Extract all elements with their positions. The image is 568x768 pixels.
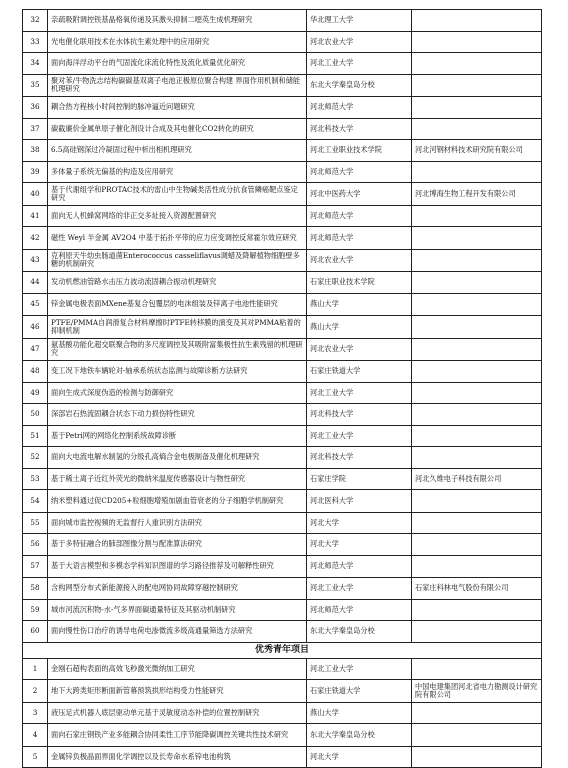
applicant-unit: 河北科技大学 — [307, 447, 412, 469]
applicant-unit: 东北大学秦皇岛分校 — [307, 74, 412, 97]
table-row — [23, 249, 542, 272]
applicant-unit: 河北大学 — [307, 534, 412, 556]
project-title: 发动机燃油管路水击压力波动流固耦合振动机理研究 — [48, 272, 307, 294]
table-row — [23, 361, 542, 383]
general-projects-rows — [23, 10, 542, 643]
applicant-unit: 河北大学 — [307, 746, 412, 768]
table-row — [23, 702, 542, 724]
table-row — [23, 680, 542, 703]
partner-unit: 河北久维电子科技有限公司 — [412, 468, 542, 490]
applicant-unit: 石家庄铁道大学 — [307, 680, 412, 703]
table-row — [23, 512, 542, 534]
project-title: 面向慢性伤口治疗的诱导电荷电渗微流多级高通量筛选方法研究 — [48, 621, 307, 643]
applicant-unit: 石家庄铁道大学 — [307, 361, 412, 383]
row-number: 33 — [23, 31, 48, 53]
applicant-unit: 河北科技大学 — [307, 404, 412, 426]
partner-unit — [412, 599, 542, 621]
project-title: 面向生成式深度伪造的检测与防御研究 — [48, 382, 307, 404]
table-row — [23, 183, 542, 206]
project-title: 光电催化联用技术在水体抗生素处理中的应用研究 — [48, 31, 307, 53]
project-title: 基于大语言模型和多模态学科知识图谱的学习路径推荐及可解释性研究 — [48, 555, 307, 578]
row-number: 58 — [23, 578, 48, 600]
table-row — [23, 382, 542, 404]
applicant-unit: 河北工业大学 — [307, 53, 412, 75]
project-title: 锌金属电极表面MXene基复合包覆层的电沫组装及锌离子电池性能研究 — [48, 293, 307, 316]
table-row — [23, 447, 542, 469]
row-number: 1 — [23, 658, 48, 680]
partner-unit — [412, 555, 542, 578]
table-row — [23, 53, 542, 75]
project-title: 碳截廉价金属单原子催化剂设计合成及其电催化CO2转化的研究 — [48, 118, 307, 140]
section-title: 优秀青年项目 — [23, 642, 542, 658]
partner-unit — [412, 161, 542, 183]
partner-unit — [412, 97, 542, 119]
row-number: 52 — [23, 447, 48, 469]
row-number: 40 — [23, 183, 48, 206]
row-number: 45 — [23, 293, 48, 316]
row-number: 35 — [23, 74, 48, 97]
applicant-unit: 河北师范大学 — [307, 205, 412, 227]
partner-unit — [412, 361, 542, 383]
project-title: 多体量子系统无偏基的构造及应用研究 — [48, 161, 307, 183]
project-title: 亲疏吸附调控铁基晶格氧传递及其激头抑制二噁英生成机理研究 — [48, 10, 307, 32]
table-row — [23, 599, 542, 621]
table-row — [23, 293, 542, 316]
youth-projects-rows — [23, 658, 542, 768]
applicant-unit: 华北理工大学 — [307, 10, 412, 32]
project-title: 面向无人机蜂窝网络的非正交多址接入资源配置研究 — [48, 205, 307, 227]
applicant-unit: 河北工业大学 — [307, 578, 412, 600]
row-number: 5 — [23, 746, 48, 768]
applicant-unit: 石家庄职业技术学院 — [307, 272, 412, 294]
row-number: 55 — [23, 512, 48, 534]
applicant-unit: 河北中医药大学 — [307, 183, 412, 206]
table-row — [23, 227, 542, 250]
row-number: 47 — [23, 338, 48, 361]
project-title: 变工况下地铁车辆轮对-轴承系统状态监测与故障诊断方法研究 — [48, 361, 307, 383]
applicant-unit: 河北医科大学 — [307, 490, 412, 513]
table-row — [23, 272, 542, 294]
project-title: 面向大电流电解水制氢的分级孔高熵合金电极制备及催化机理研究 — [48, 447, 307, 469]
partner-unit — [412, 702, 542, 724]
table-row — [23, 490, 542, 513]
row-number: 41 — [23, 205, 48, 227]
row-number: 39 — [23, 161, 48, 183]
applicant-unit: 河北师范大学 — [307, 227, 412, 250]
section-header-row — [23, 642, 542, 658]
applicant-unit: 东北大学秦皇岛分校 — [307, 621, 412, 643]
partner-unit — [412, 490, 542, 513]
row-number: 36 — [23, 97, 48, 119]
project-title: 基于多特征融合的肺部图像分割与配准算法研究 — [48, 534, 307, 556]
table-row — [23, 118, 542, 140]
applicant-unit: 河北工业大学 — [307, 382, 412, 404]
partner-unit — [412, 338, 542, 361]
table-row — [23, 316, 542, 339]
project-title: 金刚石超构表面的高效飞秒激光微纳加工研究 — [48, 658, 307, 680]
partner-unit — [412, 205, 542, 227]
partner-unit: 河北博海生物工程开发有限公司 — [412, 183, 542, 206]
table-row — [23, 31, 542, 53]
partner-unit — [412, 249, 542, 272]
partner-unit — [412, 53, 542, 75]
table-row — [23, 578, 542, 600]
project-title: 金属锌负极晶面界面化学调控以及长寿命水系锌电池构筑 — [48, 746, 307, 768]
row-number: 38 — [23, 140, 48, 162]
project-title: 基于代谢组学和PROTAC技术的雷山中生物碱类活性成分抗食管鳞癌靶点鉴定研究 — [48, 183, 307, 206]
row-number: 43 — [23, 249, 48, 272]
project-title: 面向海洋浮动平台的气固流化床流化特性及流化质量优化研究 — [48, 53, 307, 75]
applicant-unit: 石家庄学院 — [307, 468, 412, 490]
partner-unit — [412, 512, 542, 534]
partner-unit — [412, 118, 542, 140]
partner-unit — [412, 31, 542, 53]
applicant-unit: 河北师范大学 — [307, 555, 412, 578]
table-row — [23, 658, 542, 680]
row-number: 44 — [23, 272, 48, 294]
partner-unit — [412, 10, 542, 32]
partner-unit — [412, 404, 542, 426]
applicant-unit: 河北师范大学 — [307, 97, 412, 119]
project-title: 含构网型分布式新能源接入的配电网协同故障穿越控制研究 — [48, 578, 307, 600]
table-row — [23, 161, 542, 183]
partner-unit — [412, 658, 542, 680]
partner-unit — [412, 724, 542, 747]
table-row — [23, 404, 542, 426]
table-row — [23, 724, 542, 747]
table-row — [23, 555, 542, 578]
applicant-unit: 河北工业大学 — [307, 658, 412, 680]
project-title: 耦合热方程核小时间控制的脉冲逼近问题研究 — [48, 97, 307, 119]
row-number: 48 — [23, 361, 48, 383]
row-number: 54 — [23, 490, 48, 513]
applicant-unit: 河北农业大学 — [307, 249, 412, 272]
row-number: 57 — [23, 555, 48, 578]
project-title: 基于Petri网的网络化控制系统故障诊断 — [48, 425, 307, 447]
table-row — [23, 140, 542, 162]
row-number: 34 — [23, 53, 48, 75]
partner-unit — [412, 425, 542, 447]
project-table — [22, 9, 542, 768]
row-number: 51 — [23, 425, 48, 447]
row-number: 53 — [23, 468, 48, 490]
applicant-unit: 河北工业职业技术学院 — [307, 140, 412, 162]
row-number: 56 — [23, 534, 48, 556]
row-number: 4 — [23, 724, 48, 747]
project-title: 聚对苯/牛物洗志结构碳碳基双离子电池正极原位聚合构建 界面作用机制和储能机理研究 — [48, 74, 307, 97]
project-title: 地下大跨类矩形断面新管幕预筑拱形结构受力性能研究 — [48, 680, 307, 703]
partner-unit — [412, 74, 542, 97]
partner-unit: 河北河钢材料技术研究院有限公司 — [412, 140, 542, 162]
project-title: 面向石家庄钢铁产业多能耦合协同柔性工序节能降碳调控关键共性技术研究 — [48, 724, 307, 747]
partner-unit: 中国电建集团河北省电力勘测设计研究院有限公司 — [412, 680, 542, 703]
project-title: 面向城市监控视频的无监督行人重识别方法研究 — [48, 512, 307, 534]
project-title: 深部岩石热流固耦合状态下动力损伤特性研究 — [48, 404, 307, 426]
project-title: 城市河流沉积物-水-气多界面碳通量特征及其驱动机制研究 — [48, 599, 307, 621]
applicant-unit: 燕山大学 — [307, 702, 412, 724]
table-row — [23, 621, 542, 643]
partner-unit — [412, 316, 542, 339]
table-row — [23, 97, 542, 119]
applicant-unit: 河北科技大学 — [307, 118, 412, 140]
project-title: 纳米塑料通过促CD205+粒细胞增殖加剧血管衰老的分子细胞学机制研究 — [48, 490, 307, 513]
row-number: 60 — [23, 621, 48, 643]
partner-unit — [412, 746, 542, 768]
row-number: 59 — [23, 599, 48, 621]
table-row — [23, 74, 542, 97]
project-title: 液压足式机器人底层驱动单元基于灵敏度动态补偿的位置控制研究 — [48, 702, 307, 724]
row-number: 42 — [23, 227, 48, 250]
partner-unit — [412, 534, 542, 556]
partner-unit — [412, 293, 542, 316]
applicant-unit: 河北农业大学 — [307, 31, 412, 53]
project-title: 磁性 Weyl 半金属 AV2O4 中基于拓扑平带的应力应变调控反常霍尔效应研究 — [48, 227, 307, 250]
row-number: 37 — [23, 118, 48, 140]
applicant-unit: 东北大学秦皇岛分校 — [307, 724, 412, 747]
table-row — [23, 205, 542, 227]
table-row — [23, 746, 542, 768]
table-row — [23, 468, 542, 490]
row-number: 32 — [23, 10, 48, 32]
applicant-unit: 河北大学 — [307, 512, 412, 534]
applicant-unit: 河北工业大学 — [307, 425, 412, 447]
partner-unit — [412, 621, 542, 643]
table-row — [23, 10, 542, 32]
row-number: 50 — [23, 404, 48, 426]
table-row — [23, 425, 542, 447]
partner-unit — [412, 272, 542, 294]
applicant-unit: 河北师范大学 — [307, 599, 412, 621]
applicant-unit: 河北师范大学 — [307, 161, 412, 183]
row-number: 46 — [23, 316, 48, 339]
table-row — [23, 534, 542, 556]
project-title: 6.5高硅钢深过冷凝固过程中析出相机理研究 — [48, 140, 307, 162]
partner-unit — [412, 447, 542, 469]
row-number: 2 — [23, 680, 48, 703]
row-number: 3 — [23, 702, 48, 724]
row-number: 49 — [23, 382, 48, 404]
partner-unit — [412, 227, 542, 250]
partner-unit — [412, 382, 542, 404]
table-row — [23, 338, 542, 361]
applicant-unit: 河北农业大学 — [307, 338, 412, 361]
project-title: 基于稀土离子近红外荧光的微纳米温度传感器设计与物性研究 — [48, 468, 307, 490]
applicant-unit: 燕山大学 — [307, 293, 412, 316]
project-title: PTFE/PMMA自润滑复合材料摩擦时PTFE转移膜的演变及其对PMMA粘着的抑制机制 — [48, 316, 307, 339]
project-title: 克利原天牛幼虫肠道菌Enterococcus casseliflavus调蜡及降解植物细胞壁多糖的机制研究 — [48, 249, 307, 272]
partner-unit: 石家庄科林电气股份有限公司 — [412, 578, 542, 600]
project-title: 氨基酸功能化超交联聚合物的多尺度调控及其吸附富集极性抗生素残留的机理研究 — [48, 338, 307, 361]
applicant-unit: 燕山大学 — [307, 316, 412, 339]
